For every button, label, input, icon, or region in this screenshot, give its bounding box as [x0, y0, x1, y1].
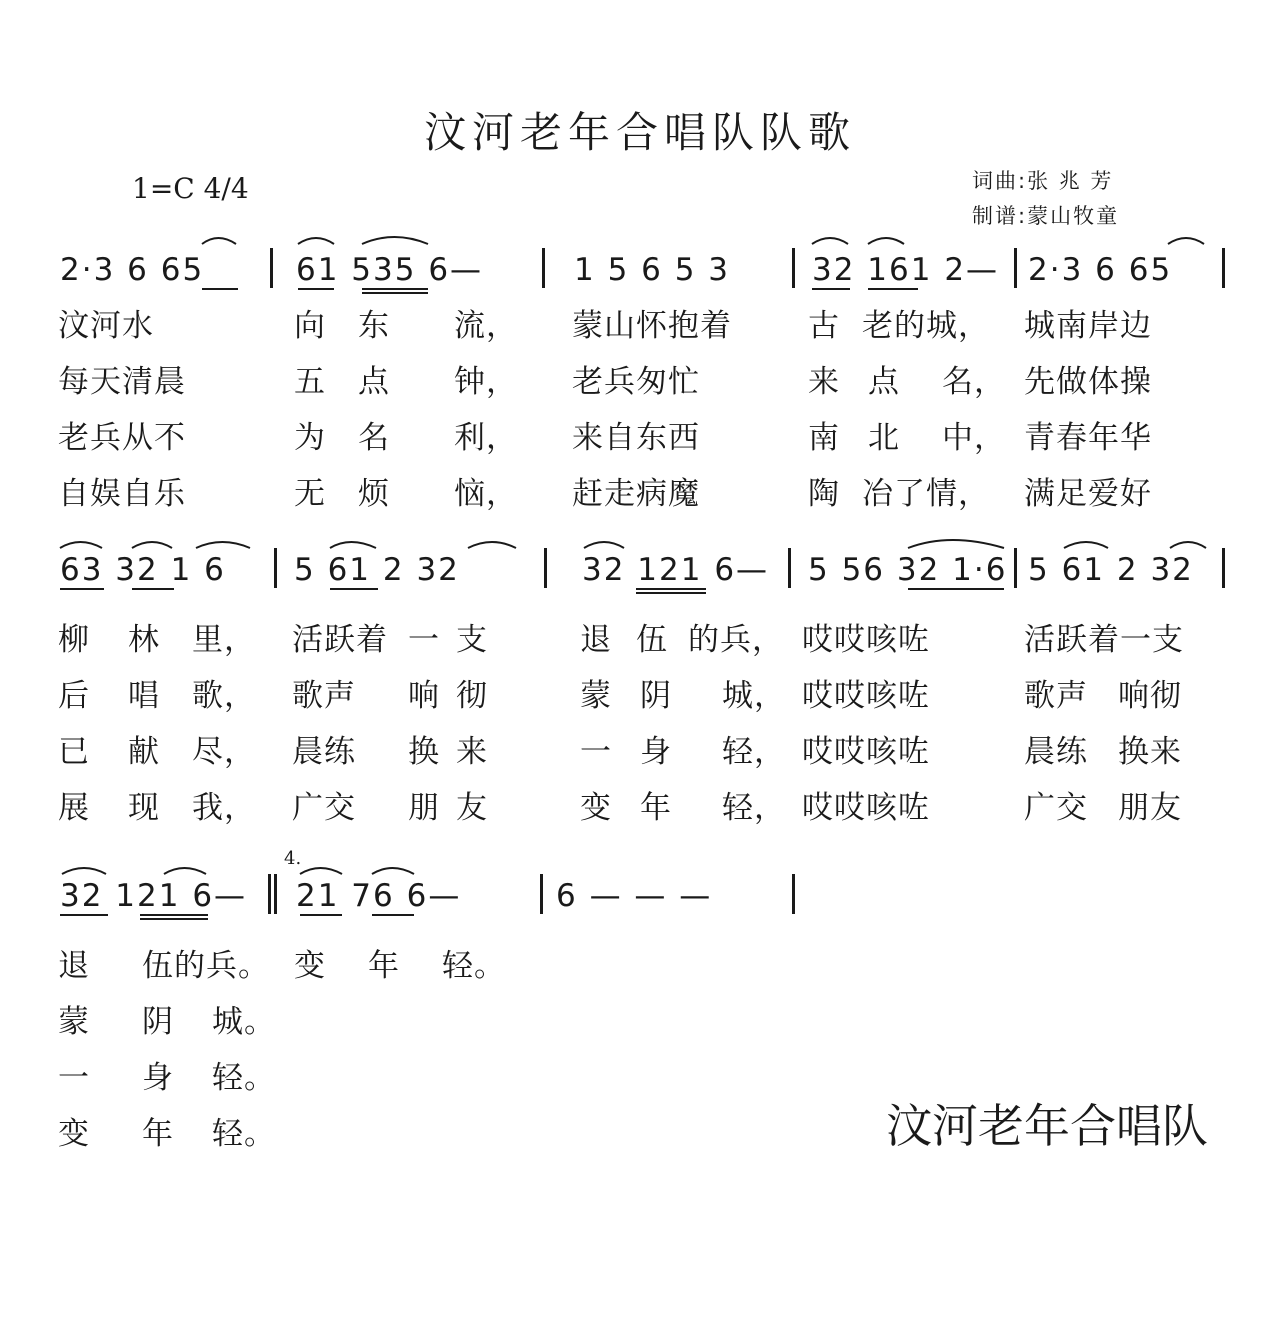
lyric: 歌声 — [292, 678, 356, 714]
slur — [372, 868, 414, 874]
slur — [868, 238, 904, 244]
lyric: 变 — [58, 1116, 90, 1152]
lyric: 轻。 — [442, 948, 506, 984]
lyric: 歌， — [192, 678, 256, 714]
lyric: 友 — [456, 790, 488, 826]
lyric: 广交 — [1024, 790, 1088, 826]
lyric: 无 — [294, 476, 326, 512]
lyric: 换来 — [1118, 734, 1182, 770]
lyric: 阴 — [640, 678, 672, 714]
lyric: 流， — [454, 308, 518, 344]
lyric: 广交 — [292, 790, 356, 826]
lyric: 哎哎咳咗 — [802, 678, 930, 714]
lyric: 已 — [58, 734, 90, 770]
lyric: 伍 — [636, 622, 668, 658]
lyric: 活跃着一支 — [1024, 622, 1184, 658]
measure: 2·3 6 65 — [60, 252, 205, 288]
lyric: 轻。 — [212, 1060, 276, 1096]
lyric: 名， — [942, 364, 1006, 400]
slur — [132, 542, 172, 548]
lyric: 老兵从不 — [58, 420, 186, 456]
lyric: 古 — [808, 308, 840, 344]
lyric: 名 — [358, 420, 390, 456]
lyric: 晨练 — [292, 734, 356, 770]
lyric: 蒙 — [58, 1004, 90, 1040]
slur — [1064, 542, 1108, 548]
slur — [812, 238, 848, 244]
lyric: 蒙 — [580, 678, 612, 714]
slur — [164, 868, 206, 874]
lyric: 歌声 — [1024, 678, 1088, 714]
lyric: 晨练 — [1024, 734, 1088, 770]
lyric: 唱 — [128, 678, 160, 714]
slur — [1168, 238, 1204, 244]
lyric: 城， — [722, 678, 786, 714]
lyric: 变 — [580, 790, 612, 826]
lyric: 支 — [456, 622, 488, 658]
lyric: 来 — [808, 364, 840, 400]
lyric: 蒙山怀抱着 — [572, 308, 732, 344]
lyric: 里， — [192, 622, 256, 658]
lyric: 展 — [58, 790, 90, 826]
lyric: 满足爱好 — [1024, 476, 1152, 512]
measure: 32 121 6— — [60, 878, 248, 914]
lyric: 轻， — [722, 734, 786, 770]
measure: 21 76 6— — [296, 878, 462, 914]
lyric: 每天清晨 — [58, 364, 186, 400]
lyric: 年 — [640, 790, 672, 826]
lyric: 南 — [808, 420, 840, 456]
lyric: 尽， — [192, 734, 256, 770]
lyric: 后 — [58, 678, 90, 714]
lyrics-music-credit: 词曲:张 兆 芳 — [972, 169, 1114, 193]
lyric: 朋 — [408, 790, 440, 826]
lyric: 赶走病魔 — [572, 476, 700, 512]
lyric: 自娱自乐 — [58, 476, 186, 512]
measure: 61 535 6— — [296, 252, 484, 288]
measure: 5 61 2 32 — [294, 552, 460, 588]
lyric: 中， — [942, 420, 1006, 456]
lyric: 老的城， — [862, 308, 990, 344]
lyric: 来 — [456, 734, 488, 770]
measure: 32 121 6— — [582, 552, 770, 588]
slur — [60, 542, 102, 548]
measure: 63 32 1 6 — [60, 552, 226, 588]
lyric: 来自东西 — [572, 420, 700, 456]
measure: 5 56 32 1·6 — [808, 552, 1008, 588]
lyric: 年 — [142, 1116, 174, 1152]
lyric: 一 — [58, 1060, 90, 1096]
lyric: 林 — [128, 622, 160, 658]
lyric: 变 — [294, 948, 326, 984]
lyric: 献 — [128, 734, 160, 770]
measure: 1 5 6 5 3 — [574, 252, 731, 288]
lyric: 彻 — [456, 678, 488, 714]
lyric: 年 — [368, 948, 400, 984]
measure: 2·3 6 65 — [1028, 252, 1173, 288]
lyric: 一 — [408, 622, 440, 658]
lyric: 烦 — [358, 476, 390, 512]
lyric: 退 — [58, 948, 90, 984]
slur — [468, 542, 516, 548]
lyric: 响 — [408, 678, 440, 714]
slur — [300, 868, 342, 874]
lyric: 城南岸边 — [1024, 308, 1152, 344]
slur — [362, 237, 428, 244]
lyric: 恼， — [454, 476, 518, 512]
slur — [584, 542, 624, 548]
lyric: 朋友 — [1118, 790, 1182, 826]
lyric: 响彻 — [1118, 678, 1182, 714]
lyric: 哎哎咳咗 — [802, 734, 930, 770]
slur — [202, 238, 236, 244]
slur — [1170, 542, 1206, 548]
lyric: 的兵， — [688, 622, 784, 658]
lyric: 青春年华 — [1024, 420, 1152, 456]
lyric: 五 — [294, 364, 326, 400]
footer-choir-name: 汶河老年合唱队 — [886, 1099, 1208, 1153]
lyric: 汶河水 — [58, 308, 154, 344]
lyric: 哎哎咳咗 — [802, 622, 930, 658]
lyric: 向 — [294, 308, 326, 344]
lyric: 哎哎咳咗 — [802, 790, 930, 826]
notation-credit: 制谱:蒙山牧童 — [972, 204, 1120, 228]
lyric: 点 — [358, 364, 390, 400]
lyric: 先做体操 — [1024, 364, 1152, 400]
slur — [298, 238, 334, 244]
lyric: 东 — [358, 308, 390, 344]
lyric: 北 — [868, 420, 900, 456]
measure: 5 61 2 32 — [1028, 552, 1194, 588]
lyric: 阴 — [142, 1004, 174, 1040]
lyric: 我， — [192, 790, 256, 826]
lyric: 换 — [408, 734, 440, 770]
lyric: 利， — [454, 420, 518, 456]
lyric: 冶了情， — [862, 476, 990, 512]
lyric: 一 — [580, 734, 612, 770]
lyric: 陶 — [808, 476, 840, 512]
lyric: 活跃着 — [292, 622, 388, 658]
measure: 6 — — — — [556, 878, 713, 914]
lyric: 柳 — [58, 622, 90, 658]
lyric: 为 — [294, 420, 326, 456]
lyric: 轻， — [722, 790, 786, 826]
lyric: 退 — [580, 622, 612, 658]
lyric: 轻。 — [212, 1116, 276, 1152]
lyric: 现 — [128, 790, 160, 826]
lyric: 身 — [640, 734, 672, 770]
measure: 32 161 2— — [812, 252, 1000, 288]
lyric: 老兵匆忙 — [572, 364, 700, 400]
key-signature: 1=C 4/4 — [132, 172, 249, 205]
volta-ending: 4. — [284, 848, 302, 869]
slur — [196, 542, 250, 548]
lyric: 钟， — [454, 364, 518, 400]
lyric: 身 — [142, 1060, 174, 1096]
lyric: 点 — [868, 364, 900, 400]
song-title: 汶河老年合唱队队歌 — [423, 108, 856, 157]
lyric: 城。 — [212, 1004, 276, 1040]
slur — [330, 542, 376, 548]
lyric: 伍的兵。 — [142, 948, 270, 984]
slur — [908, 540, 1004, 548]
slur — [62, 868, 106, 874]
